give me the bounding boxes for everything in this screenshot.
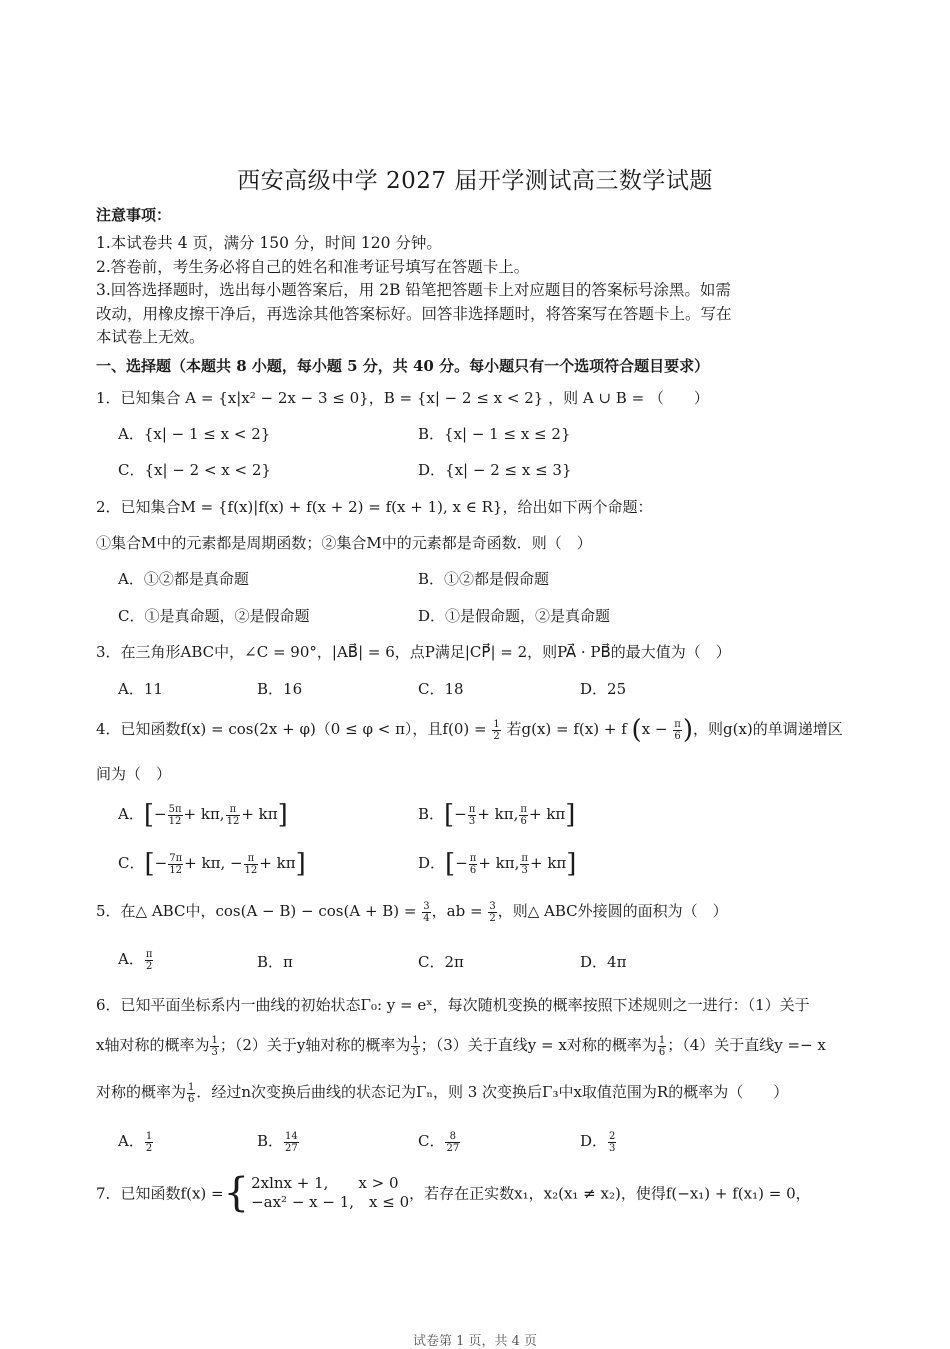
- denominator: 12: [169, 864, 183, 876]
- fraction: [469, 853, 478, 876]
- denominator: 3: [211, 1046, 218, 1058]
- question-6-text: 对称的概率为: [96, 1083, 187, 1101]
- question-3-option-c: C．18: [418, 680, 464, 698]
- numerator: 1: [145, 1130, 153, 1142]
- numerator: 1: [412, 1034, 419, 1046]
- fraction: [445, 1131, 460, 1154]
- question-1-stem: 1．已知集合 A = {x|x² − 2x − 3 ≤ 0}，B = {x| − 2 ≤ x < 2} ，则 A ∪ B = （ ）: [96, 389, 709, 407]
- fraction: [488, 901, 496, 924]
- notice-item: 本试卷上无效。: [96, 328, 205, 346]
- option-label: D．: [418, 854, 446, 872]
- question-6-text: x轴对称的概率为: [96, 1036, 210, 1054]
- fraction: [145, 949, 154, 972]
- question-4-option-d: D．[− $\frac{\pi}{6}$ + kπ, $\frac{\pi}{3}$ + kπ]: [418, 849, 577, 879]
- fraction: [658, 1035, 666, 1058]
- question-3-stem: 3．在三角形ABC中，∠C = 90°，|AB⃗| = 6，点P满足|CP⃗| = 2，则PA⃗ · PB⃗的最大值为（ ）: [96, 643, 731, 661]
- question-6-line-1: 6．已知平面坐标系内一曲线的初始状态Γ₀: y = eˣ，每次随机变换的概率按照下述规则之一进行：（1）关于: [96, 996, 810, 1014]
- fraction: [411, 1035, 419, 1058]
- option-text: + kπ,: [477, 805, 519, 823]
- question-6-text: ；（3）关于直线y = x对称的概率为: [420, 1036, 657, 1054]
- question-5-option-c: C．2π: [418, 953, 464, 971]
- numerator: π: [521, 852, 528, 864]
- question-4-option-b: B．[− $\frac{\pi}{3}$ + kπ, $\frac{\pi}{6}$ + kπ]: [418, 800, 576, 830]
- numerator: 3: [423, 900, 430, 912]
- denominator: 6: [658, 1046, 666, 1058]
- notice-item: 2.答卷前，考生务必将自己的姓名和准考证号填写在答题卡上。: [96, 257, 530, 276]
- notice-item: 3.回答选择题时，选出每小题答案后，用 2B 铅笔把答题卡上对应题目的答案标号涂黑。如需: [96, 281, 731, 299]
- notice-item: 1.本试卷共 4 页，满分 150 分，时间 120 分钟。: [96, 234, 442, 252]
- fraction: [520, 853, 529, 876]
- denominator: 27: [446, 1142, 460, 1154]
- fraction: [468, 804, 477, 827]
- question-2-option-b: B．①②都是假命题: [418, 570, 550, 588]
- page-title: 西安高级中学 2027 届开学测试高三数学试题: [237, 168, 713, 194]
- question-5-stem-part: ，ab =: [431, 902, 483, 920]
- fraction: [145, 1131, 153, 1154]
- paren: (: [631, 715, 642, 745]
- numerator: π: [674, 718, 681, 730]
- question-3-option-a: A．11: [118, 680, 163, 698]
- fraction: [673, 719, 682, 742]
- denominator: 3: [609, 1142, 616, 1154]
- question-5-stem-part: ，则△ ABC外接圆的面积为（ ）: [497, 902, 728, 920]
- denominator: 2: [489, 912, 496, 924]
- option-text: + kπ: [259, 854, 296, 872]
- piece-line: −ax² − x − 1, x ≤ 0: [251, 1193, 410, 1211]
- question-4-stem-part: ，则g(x)的单调递增区: [693, 720, 843, 738]
- question-6-line-2: [96, 1034, 866, 1058]
- question-1-option-a: A．{x| − 1 ≤ x < 2}: [118, 425, 271, 443]
- question-1-option-c: C．{x| − 2 < x < 2}: [118, 461, 271, 479]
- question-6-option-c: [418, 1130, 461, 1154]
- question-6-option-d: [580, 1130, 617, 1154]
- bracket: [: [144, 849, 155, 879]
- notice-item: 改动，用橡皮擦干净后，再选涂其他答案标好。回答非选择题时，将答案写在答题卡上。写在: [96, 304, 732, 323]
- question-5-option-b: B．π: [257, 953, 293, 971]
- question-6-text: ．经过n次变换后曲线的状态记为Γₙ，则 3 次变换后Γ₃中x取值范围为R的概率为（ ）: [196, 1083, 789, 1101]
- question-2-option-a: A．①②都是真命题: [118, 570, 249, 588]
- numerator: 1: [658, 1034, 666, 1046]
- denominator: 6: [188, 1093, 195, 1105]
- option-label: A．: [118, 805, 144, 823]
- question-4-stem: [96, 715, 866, 745]
- denominator: 4: [423, 912, 430, 924]
- question-7-text: 7．已知函数f(x) =: [96, 1184, 224, 1203]
- numerator: 14: [285, 1130, 298, 1142]
- question-6-option-b: [257, 1130, 300, 1154]
- fraction: [284, 1131, 299, 1154]
- numerator: π: [244, 853, 259, 865]
- denominator: 6: [520, 815, 527, 827]
- option-text: + kπ,: [183, 805, 225, 823]
- question-5-option-a: [118, 948, 154, 972]
- numerator: π: [520, 803, 527, 815]
- option-label: D．: [580, 1132, 608, 1150]
- fraction: [422, 901, 430, 924]
- bracket: ]: [565, 800, 576, 830]
- numerator: π: [226, 804, 241, 816]
- bracket: [: [143, 800, 154, 830]
- question-5-option-d: D．4π: [580, 953, 627, 971]
- question-3-option-d: D．25: [580, 680, 627, 698]
- question-1-option-d: D．{x| − 2 ≤ x ≤ 3}: [418, 461, 572, 479]
- denominator: 6: [469, 864, 477, 876]
- numerator: 8: [445, 1131, 460, 1143]
- option-label: B．: [418, 805, 445, 823]
- question-5-stem: [96, 900, 866, 924]
- question-2-option-d: D．①是假命题，②是真命题: [418, 607, 611, 625]
- brace: {: [223, 1170, 250, 1216]
- bracket: [: [444, 800, 455, 830]
- fraction: [608, 1131, 616, 1154]
- fraction: [168, 853, 183, 876]
- numerator: 1: [188, 1081, 195, 1093]
- question-5-stem-part: 5．在△ ABC中，cos(A − B) − cos(A + B) =: [96, 902, 417, 920]
- question-4-shift: x −: [641, 720, 668, 738]
- numerator: 7π: [169, 852, 183, 864]
- option-text: + kπ: [529, 854, 567, 872]
- option-text: + kπ,: [478, 854, 520, 872]
- denominator: 2: [493, 730, 500, 742]
- bracket: ]: [566, 849, 577, 879]
- option-label: B．: [257, 1132, 284, 1150]
- option-label: A．: [118, 950, 144, 968]
- denominator: 3: [521, 864, 528, 876]
- question-4-stem-part: 4．已知函数f(x) = cos(2x + φ)（0 ≤ φ < π），且f(0) =: [96, 720, 487, 738]
- bracket: ]: [295, 849, 306, 879]
- numerator: π: [468, 803, 476, 815]
- piece-line: 2xlnx + 1, x > 0: [251, 1174, 399, 1192]
- bracket: ]: [277, 800, 288, 830]
- question-6-option-a: [118, 1130, 154, 1154]
- notice-list: [96, 232, 860, 350]
- question-4-stem-2: 间为（ ）: [96, 765, 172, 783]
- bracket: [: [445, 849, 456, 879]
- option-label: C．: [418, 1132, 445, 1150]
- option-label: A．: [118, 1132, 144, 1150]
- fraction: [168, 804, 183, 827]
- fraction: [187, 1082, 195, 1105]
- fraction: [519, 804, 528, 827]
- denominator: 3: [412, 1046, 419, 1058]
- question-6-line-3: [96, 1081, 866, 1105]
- question-2-option-c: C．①是真命题，②是假命题: [118, 607, 310, 625]
- numerator: 1: [211, 1034, 218, 1046]
- denominator: 2: [145, 960, 153, 972]
- numerator: π: [469, 852, 477, 864]
- question-7-text: ，若存在正实数x₁，x₂(x₁ ≠ x₂)，使得f(−x₁) + f(x₁) = 0，: [409, 1184, 811, 1203]
- question-7-stem: [96, 1170, 866, 1216]
- question-6-text: ；（4）关于直线y =− x: [667, 1036, 826, 1054]
- question-2-stem: 2．已知集合M = {f(x)|f(x) + f(x + 2) = f(x + 1), x ∈ R}，给出如下两个命题：: [96, 498, 653, 516]
- numerator: 3: [489, 900, 496, 912]
- denominator: 12: [168, 815, 182, 827]
- question-2-stem-2: ①集合M中的元素都是周期函数；②集合M中的元素都是奇函数．则（ ）: [96, 534, 592, 552]
- question-1-option-b: B．{x| − 1 ≤ x ≤ 2}: [418, 425, 571, 443]
- fraction: [226, 804, 241, 827]
- question-4-option-a: A．[− $\frac{5\pi}{12}$ + kπ, $\frac{\pi}{12}$ + kπ]: [118, 800, 288, 830]
- piecewise-function: [249, 1174, 409, 1212]
- question-3-option-b: B．16: [257, 680, 303, 698]
- paren: ): [682, 715, 693, 745]
- page-footer: 试卷第 1 页，共 4 页: [412, 1334, 538, 1349]
- denominator: 12: [244, 864, 258, 876]
- numerator: 2: [609, 1130, 616, 1142]
- notice-heading: 注意事项：: [96, 206, 172, 224]
- fraction: [492, 719, 500, 742]
- option-label: C．: [118, 854, 145, 872]
- denominator: 6: [674, 730, 681, 742]
- denominator: 12: [226, 815, 240, 827]
- fraction: [244, 853, 259, 876]
- option-text: + kπ, −: [184, 854, 243, 872]
- question-4-stem-part: 若g(x) = f(x) + f: [506, 720, 627, 738]
- option-text: + kπ: [241, 805, 278, 823]
- question-4-option-c: C．[− $\frac{7\pi}{12}$ + kπ, − $\frac{\pi}{12}$ + kπ]: [118, 849, 306, 879]
- fraction: [210, 1035, 218, 1058]
- numerator: π: [145, 948, 153, 960]
- numerator: 5π: [168, 803, 182, 815]
- section-heading: 一、选择题（本题共 8 小题，每小题 5 分，共 40 分。每小题只有一个选项符合题目要求）: [96, 357, 710, 375]
- denominator: 2: [145, 1142, 153, 1154]
- question-6-text: ；（2）关于y轴对称的概率为: [219, 1036, 411, 1054]
- denominator: 3: [468, 815, 476, 827]
- option-text: + kπ: [528, 805, 566, 823]
- denominator: 27: [285, 1142, 298, 1154]
- numerator: 1: [493, 718, 500, 730]
